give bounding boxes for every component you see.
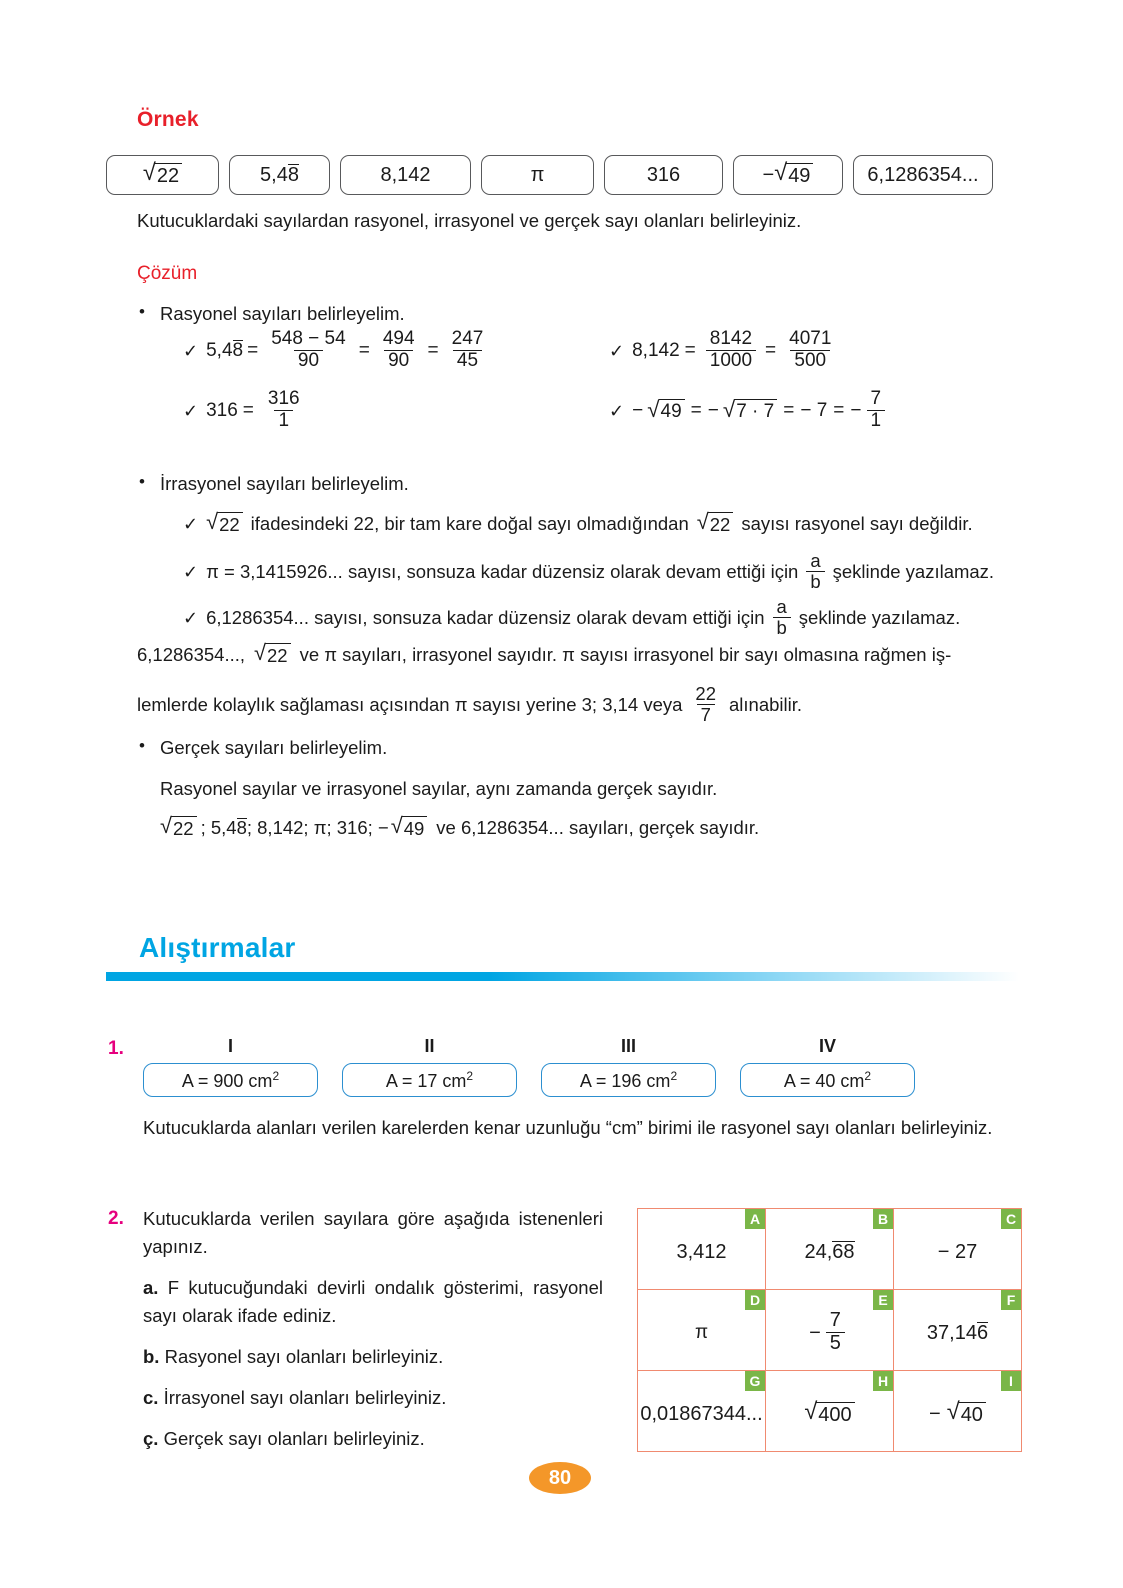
cell-tag-D: D [745, 1290, 765, 1310]
table-row [638, 1209, 1022, 1290]
number-box-pi: π [481, 155, 594, 195]
example-number-boxes [106, 155, 993, 195]
real-text: Rasyonel sayılar ve irrasyonel sayılar, aynı zamanda gerçek sayıdır. [160, 778, 718, 799]
grid-cell-D [638, 1290, 766, 1371]
grid-cell-A [638, 1209, 766, 1290]
cell-value-C: − 27 [937, 1240, 978, 1263]
bullet-rational: • Rasyonel sayıları belirleyelim. [160, 303, 405, 325]
check-icon: ✓ [183, 513, 199, 535]
number-box-548: 5,48 [229, 155, 330, 195]
exercises-heading-rule [106, 972, 1019, 981]
grid-cell-B [766, 1209, 894, 1290]
number-box-316: 316 [604, 155, 723, 195]
question-1-prompt: Kutucuklarda alanları verilen karelerden kenar uzunluğu “cm” birimi ile rasyonel sayı olanları belirleyiniz. [143, 1117, 993, 1138]
irrational-line-2: ✓ π = 3,1415926... sayısı, sonsuza kadar düzensiz olarak devam ettiği için $\frac{a}{b}$ şeklinde yazılamaz. [183, 550, 995, 592]
irrational-line-1: ✓ √ 22 ifadesindeki 22, bir tam kare doğal sayı olmadığından √ 22 sayısı rasyonel sayı değildir. [183, 508, 973, 535]
cell-tag-C: C [1001, 1209, 1021, 1229]
check-icon: ✓ [183, 607, 199, 629]
grid-cell-C [894, 1209, 1022, 1290]
roman-label-III: III [620, 1036, 636, 1056]
check-icon: ✓ [183, 340, 199, 362]
table-row [638, 1290, 1022, 1371]
solution-heading: Çözüm [137, 263, 198, 284]
roman-label-I: I [227, 1036, 233, 1056]
number-box-6128: 6,1286354... [853, 155, 993, 195]
cell-tag-I: I [1001, 1371, 1021, 1391]
example-instruction: Kutucuklardaki sayılardan rasyonel, irrasyonel ve gerçek sayı olanları belirleyiniz. [137, 210, 802, 231]
area-box-III: A = 196 $cm^2$ [541, 1063, 716, 1097]
cell-tag-E: E [873, 1290, 893, 1310]
question-2-number: 2. [108, 1208, 124, 1229]
question-2-intro: Kutucuklarda verilen sayılara göre aşağıda istenenleri yapınız. [143, 1208, 603, 1257]
number-box-sqrt22: √ 22 [106, 155, 219, 195]
question-2-item-a: a. F kutucuğundaki devirli ondalık gösterimi, rasyonel sayı olarak ifade ediniz. [143, 1277, 603, 1326]
example-heading: Örnek [137, 108, 199, 131]
frac-num: 548 − 54 [271, 328, 346, 349]
question-2-item-c: c. İrrasyonel sayı olanları belirleyiniz. [143, 1387, 447, 1408]
irrational-line-3: ✓ 6,1286354... sayısı, sonsuza kadar düzensiz olarak devam ettiği için $\frac{a}{b}$ şeklinde yazılamaz. [183, 596, 961, 638]
number-box-neg-sqrt49: − √ 49 [733, 155, 843, 195]
equation-8142: ✓ 8,142 = $\frac{8142}{1000}$ = $\frac{4071}{500}$ [609, 328, 832, 371]
irrational-paragraph-line-2: lemlerde kolaylık sağlaması açısından π sayısı yerine 3; 3,14 veya $\frac{22}{7}$ alınabilir. [137, 683, 803, 725]
question-1-boxes [143, 1063, 915, 1097]
cell-tag-H: H [873, 1371, 893, 1391]
area-box-II: A = 17 $cm^2$ [342, 1063, 517, 1097]
cell-tag-B: B [873, 1209, 893, 1229]
roman-label-II: II [424, 1036, 435, 1056]
real-list: √ 22 ; 5,48; 8,142; π; 316; − √ 49 ve 6,1286354... sayıları, gerçek sayıdır. [160, 812, 760, 839]
page-number: 80 [529, 1462, 591, 1494]
grid-cell-I [894, 1371, 1022, 1452]
equation-316: ✓ 316 = $\frac{316}{1}$ [183, 388, 300, 431]
cell-value-H: √ 400 [766, 1371, 893, 1451]
bullet-real: • Gerçek sayıları belirleyelim. [160, 737, 387, 759]
cell-value-A: 3,412 [676, 1240, 727, 1263]
check-icon: ✓ [609, 340, 625, 362]
grid-cell-H [766, 1371, 894, 1452]
check-icon: ✓ [183, 561, 199, 583]
number-box-8142: 8,142 [340, 155, 471, 195]
exercises-heading: Alıştırmalar [139, 932, 296, 963]
area-box-IV: A = 40 $cm^2$ [740, 1063, 915, 1097]
cell-value-E: − $\frac{7}{5}$ [766, 1290, 893, 1370]
cell-tag-G: G [745, 1371, 765, 1391]
roman-label-IV: IV [818, 1036, 836, 1056]
check-icon: ✓ [609, 400, 625, 422]
cell-value-D: π [694, 1322, 709, 1343]
cell-tag-A: A [745, 1209, 765, 1229]
cell-tag-F: F [1001, 1290, 1021, 1310]
cell-value-F: 37,146 [926, 1321, 989, 1344]
bullet-irrational: • İrrasyonel sayıları belirleyelim. [160, 473, 409, 495]
cell-value-G: 0,01867344... [640, 1402, 763, 1425]
grid-cell-G [638, 1371, 766, 1452]
area-box-I: A = 900 $cm^2$ [143, 1063, 318, 1097]
equation-neg-sqrt49: ✓ − √ 49 = − √ 7 · 7 = − 7 = − $\frac{7}{1}$ [609, 390, 890, 432]
cell-value-B: 24,68 [804, 1240, 855, 1263]
table-row [638, 1371, 1022, 1452]
question-1-number: 1. [108, 1038, 124, 1059]
grid-cell-F [894, 1290, 1022, 1371]
question-2-item-c-cedilla: ç. Gerçek sayı olanları belirleyiniz. [143, 1428, 425, 1449]
grid-cell-E [766, 1290, 894, 1371]
equation-548: ✓ 5,48 = $\frac{548 - 54}{90}$ = $\frac{494}{90}$ = $\frac{247}{45}$ [183, 328, 484, 371]
cell-value-I: − √ 40 [894, 1371, 1021, 1451]
question-2-text [143, 1205, 603, 1453]
check-icon: ✓ [183, 400, 199, 422]
question-2-grid [637, 1208, 1022, 1452]
irrational-paragraph-line-1: 6,1286354..., √ 22 ve π sayıları, irrasyonel sayıdır. π sayısı irrasyonel bir sayı olmasına rağmen iş- [137, 639, 952, 666]
question-2-item-b: b. Rasyonel sayı olanları belirleyiniz. [143, 1346, 444, 1367]
